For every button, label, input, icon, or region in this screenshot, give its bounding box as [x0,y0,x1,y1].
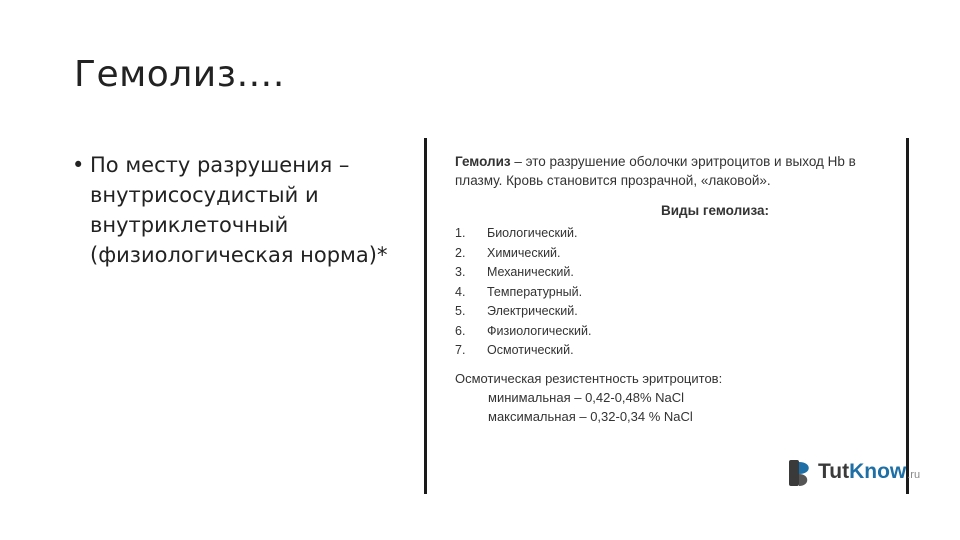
list-label: Химический. [487,245,561,260]
logo-ru: .ru [907,468,921,481]
list-number: 3. [455,265,466,279]
tutknow-logo [788,457,920,489]
list-label: Осмотический. [487,343,574,357]
list-item [455,263,895,283]
list-item [455,341,895,361]
list-number: 7. [455,343,466,357]
list-number: 6. [455,323,466,338]
list-label: Температурный. [487,284,583,299]
panel-border-left [424,138,427,494]
definition-text: – это разрушение оболочки эритроцитов и выход Hb в плазму. Кровь становится прозрачной, «лаковой». [455,154,856,188]
list-item [455,244,895,264]
list-number: 4. [455,284,466,299]
list-item [455,322,895,342]
list-number: 5. [455,304,466,318]
list-label: Механический. [487,265,574,279]
list-label: Физиологический. [487,323,592,338]
types-list [455,224,895,361]
slide-title: Гемолиз…. [74,54,285,95]
list-item [455,224,895,244]
list-item [455,302,895,322]
types-heading: Виды гемолиза: [661,203,769,218]
tutknow-logo-icon [788,458,814,488]
list-label: Электрический. [487,304,578,318]
osmotic-heading: Осмотическая резистентность эритроцитов: [455,370,723,386]
osmotic-min: минимальная – 0,42-0,48% NaCl [488,389,685,405]
hemolysis-info-panel [455,152,895,427]
list-label: Биологический. [487,226,578,240]
panel-border-right [906,138,909,494]
bullet-text: По месту разрушения – внутрисосудистый и внутриклеточный (физиологическая норма)* [90,153,388,267]
list-item [455,283,895,303]
definition-paragraph [455,152,895,190]
list-number: 2. [455,245,466,260]
osmotic-max: максимальная – 0,32-0,34 % NaCl [488,409,693,424]
list-number: 1. [455,226,466,240]
logo-know: Know [849,459,907,483]
logo-wordmark [818,457,920,490]
bullet-marker: • [72,153,85,177]
logo-tut: Tut [818,459,850,483]
bullet-item [72,150,417,270]
definition-term: Гемолиз [455,154,511,169]
